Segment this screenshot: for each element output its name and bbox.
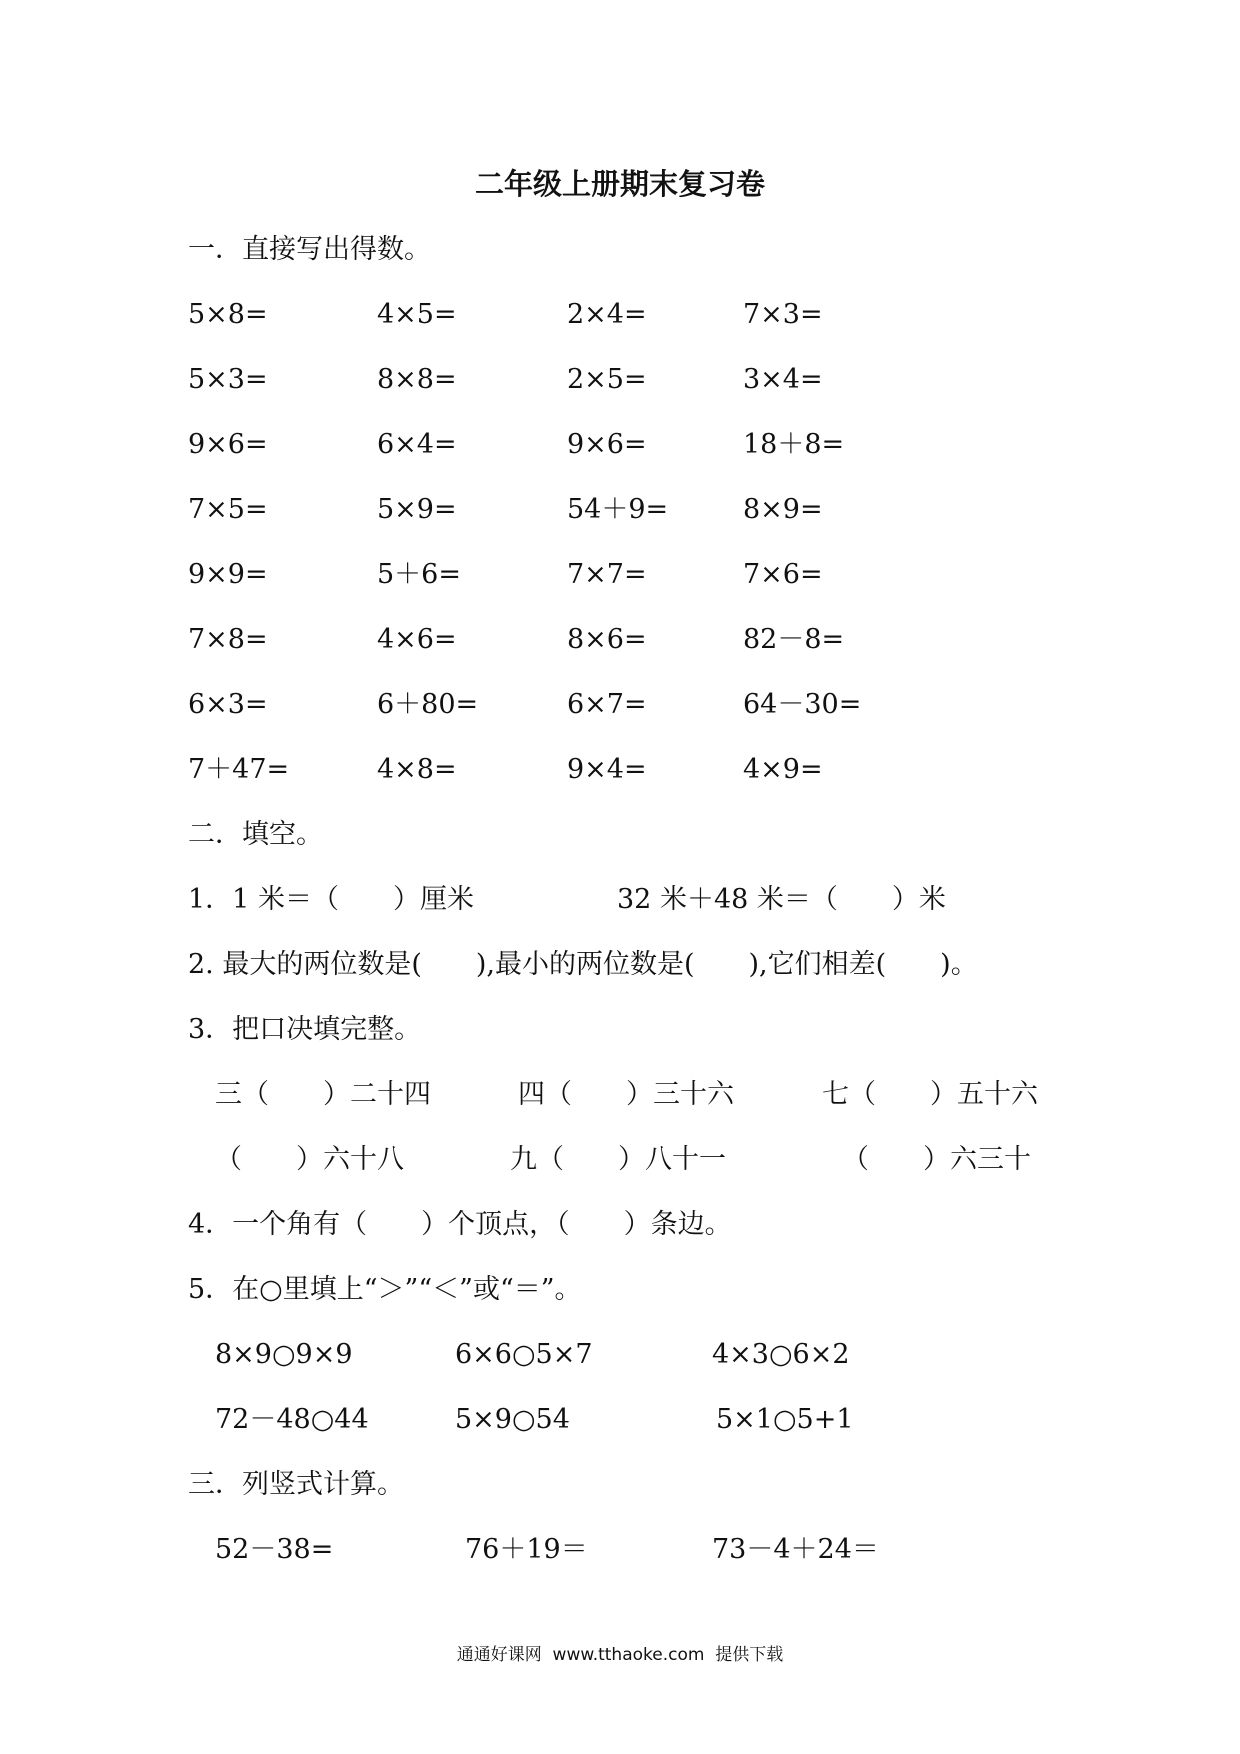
calc-item: 5×3=: [188, 364, 268, 395]
calc-item: 5×9=: [377, 494, 457, 525]
fill-question-3-heading: 3．把口决填完整。: [188, 1014, 422, 1045]
calc-item: 82－8=: [743, 624, 845, 655]
calc-item: 7＋47=: [188, 754, 290, 785]
fill-question-5-heading: 5．在○里填上“＞”“＜”或“＝”。: [188, 1274, 582, 1305]
rhyme-item: （ ）六十八: [215, 1144, 404, 1175]
calc-item: 6×4=: [377, 429, 457, 460]
rhyme-item: 九（ ）八十一: [510, 1144, 726, 1175]
calc-item: 6×3=: [188, 689, 268, 720]
calc-item: 3×4=: [743, 364, 823, 395]
calc-item: 2×4=: [567, 299, 647, 330]
rhyme-item: 七（ ）五十六: [822, 1079, 1038, 1110]
calc-item: 54＋9=: [567, 494, 669, 525]
section2-heading: 二．填空。: [188, 819, 323, 850]
calc-item: 6×7=: [567, 689, 647, 720]
calc-item: 18＋8=: [743, 429, 845, 460]
calc-item: 9×9=: [188, 559, 268, 590]
page-title: 二年级上册期末复习卷: [474, 167, 765, 201]
section3-heading: 三．列竖式计算。: [188, 1469, 404, 1500]
compare-item: 72－48○44: [215, 1404, 369, 1435]
calc-item: 5×8=: [188, 299, 268, 330]
rhyme-item: 三（ ）二十四: [215, 1079, 431, 1110]
calc-item: 4×6=: [377, 624, 457, 655]
compare-item: 5×1○5+1: [716, 1404, 854, 1435]
footer-credit: 通通好课网 www.tthaoke.com 提供下载: [456, 1645, 784, 1665]
vertical-calc-item: 76＋19＝: [465, 1534, 588, 1565]
calc-item: 5＋6=: [377, 559, 461, 590]
calc-item: 9×6=: [567, 429, 647, 460]
vertical-calc-item: 73－4＋24＝: [712, 1534, 879, 1565]
fill-question-4: 4．一个角有（ ）个顶点，（ ）条边。: [188, 1209, 732, 1240]
compare-item: 6×6○5×7: [455, 1339, 593, 1370]
calc-item: 7×7=: [567, 559, 647, 590]
calc-item: 4×9=: [743, 754, 823, 785]
rhyme-item: （ ）六三十: [842, 1144, 1031, 1175]
compare-item: 5×9○54: [455, 1404, 570, 1435]
calc-item: 8×8=: [377, 364, 457, 395]
compare-item: 8×9○9×9: [215, 1339, 353, 1370]
compare-item: 4×3○6×2: [712, 1339, 850, 1370]
fill-question-2: 2. 最大的两位数是( ),最小的两位数是( ),它们相差( )。: [188, 949, 978, 980]
calc-item: 9×6=: [188, 429, 268, 460]
fill-question-1a: 1．1 米＝（ ）厘米: [188, 884, 474, 915]
calc-item: 9×4=: [567, 754, 647, 785]
section1-heading: 一．直接写出得数。: [188, 234, 431, 265]
calc-item: 7×6=: [743, 559, 823, 590]
calc-item: 7×3=: [743, 299, 823, 330]
calc-item: 8×6=: [567, 624, 647, 655]
calc-item: 7×5=: [188, 494, 268, 525]
vertical-calc-item: 52－38=: [215, 1534, 334, 1565]
calc-item: 7×8=: [188, 624, 268, 655]
rhyme-item: 四（ ）三十六: [518, 1079, 734, 1110]
calc-item: 64－30=: [743, 689, 862, 720]
calc-item: 4×5=: [377, 299, 457, 330]
calc-item: 8×9=: [743, 494, 823, 525]
fill-question-1b: 32 米＋48 米＝（ ）米: [617, 884, 946, 915]
calc-item: 4×8=: [377, 754, 457, 785]
calc-item: 6＋80=: [377, 689, 479, 720]
calc-item: 2×5=: [567, 364, 647, 395]
